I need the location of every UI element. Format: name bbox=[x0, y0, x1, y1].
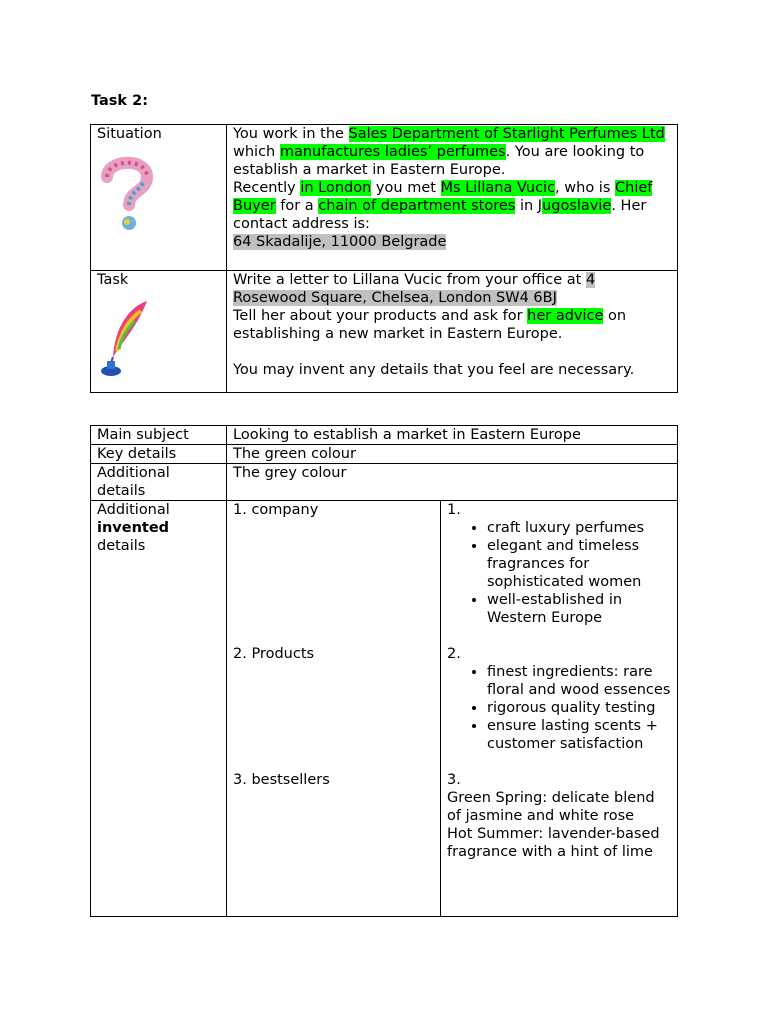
main-subject-row bbox=[91, 426, 678, 445]
text-span: Tell her about your products and ask for bbox=[233, 308, 528, 324]
situation-address bbox=[233, 233, 671, 251]
task-paragraph-2 bbox=[233, 307, 671, 343]
bestseller-1: Green Spring: delicate blend of jasmine and white rose bbox=[447, 790, 655, 824]
text-span: on establishing a new market in Eastern Europe. bbox=[233, 308, 627, 342]
highlight-green: her advice bbox=[527, 308, 604, 324]
additional-details-label: Additional details bbox=[91, 464, 227, 501]
text-span: Write a letter to Lillana Vucic from your office at bbox=[233, 272, 586, 288]
text-span: for a bbox=[275, 198, 319, 214]
item-bestsellers: 3. bestsellers bbox=[233, 772, 330, 788]
bestseller-2: Hot Summer: lavender-based fragrance with a hint of lime bbox=[447, 826, 660, 860]
text-span: in J bbox=[515, 198, 543, 214]
invented-label-line: Additional bbox=[97, 502, 170, 518]
item-company: 1. company bbox=[233, 502, 319, 518]
bestsellers-number: 3. bbox=[447, 772, 461, 788]
text-span: you met bbox=[371, 180, 441, 196]
products-number: 2. bbox=[447, 646, 461, 662]
task-label: Task bbox=[97, 272, 129, 288]
situation-paragraph-2 bbox=[233, 179, 671, 233]
highlight-green: chain of department stores bbox=[318, 198, 516, 214]
key-details-value: The green colour bbox=[227, 445, 678, 464]
list-item: • well-established in Western Europe bbox=[487, 591, 671, 627]
key-details-label: Key details bbox=[91, 445, 227, 464]
main-subject-label: Main subject bbox=[91, 426, 227, 445]
invented-label-bold: invented bbox=[97, 520, 170, 536]
company-number: 1. bbox=[447, 502, 461, 518]
task-paragraph-1 bbox=[233, 271, 671, 307]
text-span: You work in the bbox=[233, 126, 349, 142]
text-span: Recently bbox=[233, 180, 301, 196]
highlight-grey: 64 Skadalije, 11000 Belgrade bbox=[233, 234, 447, 250]
text-span: , who is bbox=[555, 180, 615, 196]
page-title: Task 2: bbox=[91, 93, 149, 109]
text-span: . Her contact address is: bbox=[233, 198, 647, 232]
main-subject-value: Looking to establish a market in Eastern Europe bbox=[227, 426, 678, 445]
highlight-grey: 4 Rosewood Square, Chelsea, London SW4 6BJ bbox=[233, 272, 596, 306]
highlight-green: Chief Buyer bbox=[233, 180, 653, 214]
list-item: • rigorous quality testing bbox=[487, 699, 671, 717]
situation-text-cell bbox=[227, 125, 678, 271]
quill-pen-icon bbox=[99, 297, 220, 382]
key-details-row bbox=[91, 445, 678, 464]
situation-label-cell bbox=[91, 125, 227, 271]
additional-details-value: The grey colour bbox=[227, 464, 678, 501]
product-points-list bbox=[447, 663, 671, 753]
highlight-green: ugoslavie bbox=[542, 198, 612, 214]
list-item: • craft luxury perfumes bbox=[487, 519, 671, 537]
details-table bbox=[90, 425, 678, 917]
text-span: . You are looking to establish a market in Eastern Europe. bbox=[233, 144, 645, 178]
highlight-green: manufactures ladies’ perfumes bbox=[279, 144, 506, 160]
task-paragraph-3: You may invent any details that you feel are necessary. bbox=[233, 362, 635, 378]
invented-details-cell bbox=[441, 501, 678, 917]
task-row bbox=[91, 271, 678, 393]
task-table bbox=[90, 124, 678, 393]
situation-row bbox=[91, 125, 678, 271]
company-points-list bbox=[447, 519, 671, 627]
additional-details-row bbox=[91, 464, 678, 501]
invented-details-row bbox=[91, 501, 678, 917]
highlight-green: Sales Department of Starlight Perfumes Ltd bbox=[348, 126, 665, 142]
invented-items-cell bbox=[227, 501, 441, 917]
situation-label: Situation bbox=[97, 126, 162, 142]
question-mark-icon bbox=[99, 153, 220, 238]
item-products: 2. Products bbox=[233, 646, 315, 662]
invented-label-line: details bbox=[97, 538, 146, 554]
highlight-green: Ms Lillana Vucic bbox=[440, 180, 556, 196]
list-item: • elegant and timeless fragrances for sophisticated women bbox=[487, 537, 671, 591]
list-item: • finest ingredients: rare floral and wood essences bbox=[487, 663, 671, 699]
situation-paragraph-1 bbox=[233, 125, 671, 179]
task-label-cell bbox=[91, 271, 227, 393]
task-text-cell bbox=[227, 271, 678, 393]
text-span: which bbox=[233, 144, 280, 160]
list-item: • ensure lasting scents + customer satisfaction bbox=[487, 717, 671, 753]
highlight-green: in London bbox=[300, 180, 372, 196]
invented-details-label bbox=[91, 501, 227, 917]
